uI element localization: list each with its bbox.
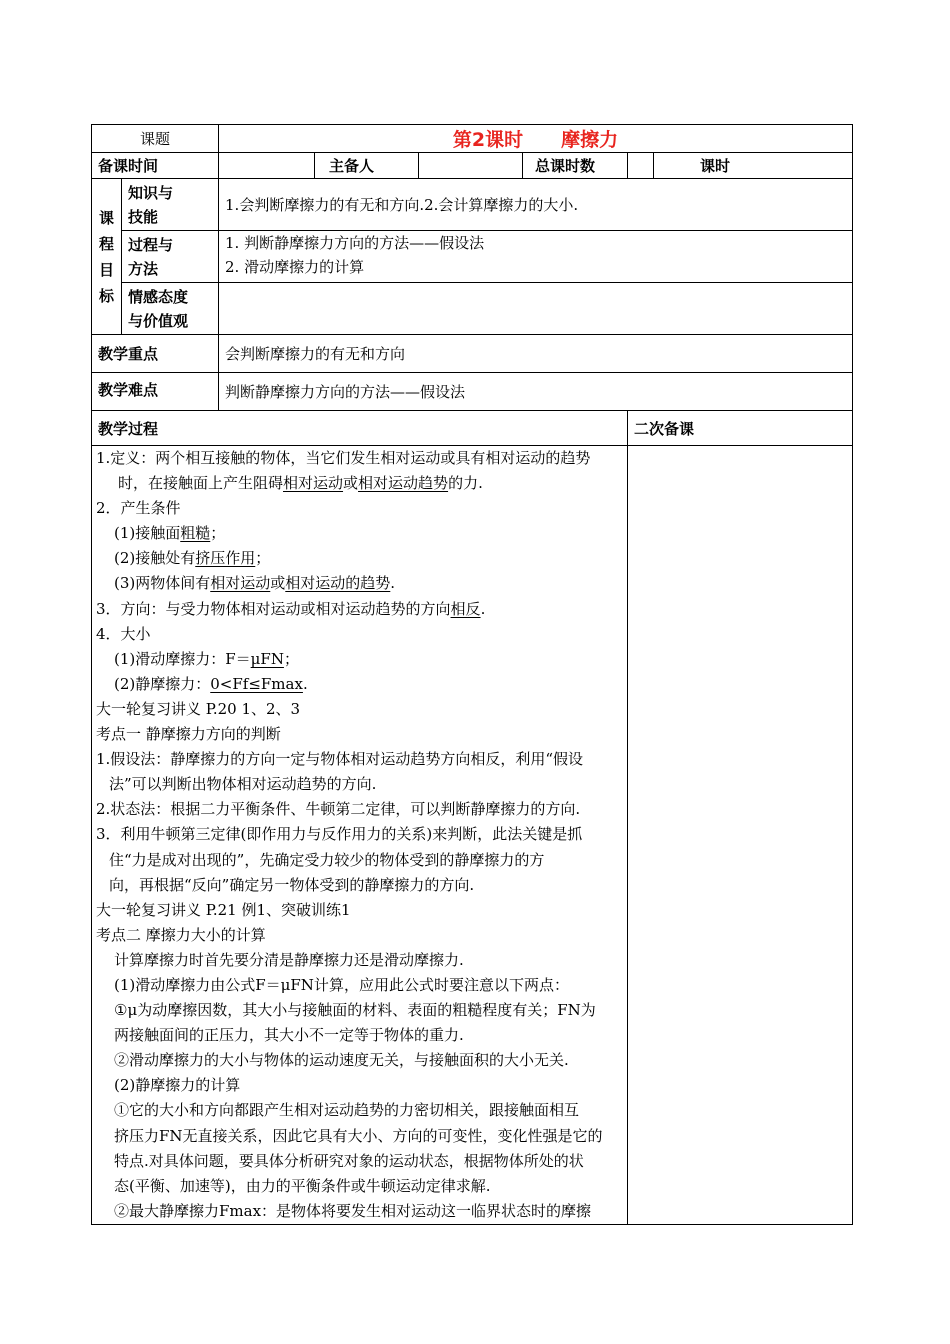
knowledge-row bbox=[92, 179, 853, 231]
main-preparer-label: 主备人 bbox=[315, 153, 419, 179]
process-method-label: 过程与 方法 bbox=[122, 231, 219, 283]
prep-time-value bbox=[219, 153, 315, 179]
key-point-row bbox=[92, 335, 853, 373]
key-point-label: 教学重点 bbox=[92, 335, 219, 373]
sliding-calc: (1)滑动摩擦力由公式F＝μFN计算，应用此公式时要注意以下两点： bbox=[114, 975, 569, 994]
review-reference-1: 大一轮复习讲义 P.20 1、2、3 bbox=[96, 699, 301, 718]
lesson-topic: 摩擦力 bbox=[561, 129, 619, 151]
method-state: 2.状态法：根据二力平衡条件、牛顿第二定律，可以判断静摩擦力的方向. bbox=[96, 800, 581, 819]
static-friction-range: (2)静摩擦力：0<Ff≤Fmax. bbox=[114, 674, 308, 693]
attitude-values-label: 情感态度 与价值观 bbox=[122, 283, 219, 335]
static-note-1-cont-1: 挤压力FN无直接关系，因此它具有大小、方向的可变性，变化性强是它的 bbox=[114, 1126, 603, 1145]
topic-one-heading: 考点一 静摩擦力方向的判断 bbox=[96, 725, 281, 744]
calc-intro: 计算摩擦力时首先要分清是静摩擦力还是滑动摩擦力. bbox=[114, 950, 464, 969]
sliding-note-1: ①μ为动摩擦因数，其大小与接触面的材料、表面的粗糙程度有关；FN为 bbox=[114, 1001, 596, 1020]
static-note-1-cont-2: 特点.对具体问题，要具体分析研究对象的运动状态，根据物体所处的状 bbox=[114, 1151, 584, 1170]
sliding-note-2: ②滑动摩擦力的大小与物体的运动速度无关，与接触面积的大小无关. bbox=[114, 1051, 569, 1070]
knowledge-skills-text: 1.会判断摩擦力的有无和方向.2.会计算摩擦力的大小. bbox=[219, 179, 853, 231]
attitude-row bbox=[92, 283, 853, 335]
difficulty-row bbox=[92, 373, 853, 411]
definition-line-1: 1.定义：两个相互接触的物体，当它们发生相对运动或具有相对运动的趋势 bbox=[96, 449, 591, 467]
key-point-text: 会判断摩擦力的有无和方向 bbox=[219, 335, 853, 373]
static-note-2: ②最大静摩擦力Fmax：是物体将要发生相对运动这一临界状态时的摩擦 bbox=[114, 1201, 592, 1220]
condition-2: (2)接触处有挤压作用； bbox=[114, 549, 271, 568]
difficulty-label: 教学难点 bbox=[92, 373, 219, 411]
review-reference-2: 大一轮复习讲义 P.21 例1、突破训练1 bbox=[96, 900, 351, 919]
teaching-process-label: 教学过程 bbox=[92, 411, 628, 446]
sliding-friction-formula: (1)滑动摩擦力：F＝μFN； bbox=[114, 649, 299, 668]
topic-two-heading: 考点二 摩擦力大小的计算 bbox=[96, 925, 266, 944]
prep-info-row bbox=[92, 153, 853, 179]
sliding-note-1-cont: 两接触面间的正压力，其大小不一定等于物体的重力. bbox=[114, 1026, 464, 1045]
prep-time-label: 备课时间 bbox=[92, 153, 219, 179]
static-note-1: ①它的大小和方向都跟产生相对运动趋势的力密切相关，跟接触面相互 bbox=[114, 1101, 580, 1120]
method-newton-2: 住“力是成对出现的”，先确定受力较少的物体受到的静摩擦力的方 bbox=[109, 850, 545, 869]
static-calc-heading: (2)静摩擦力的计算 bbox=[114, 1076, 241, 1095]
direction-line: 3．方向：与受力物体相对运动或相对运动趋势的方向相反. bbox=[96, 599, 486, 618]
total-hours-label: 总课时数 bbox=[523, 153, 628, 179]
method-assumption-2: 法”可以判断出物体相对运动趋势的方向. bbox=[109, 775, 377, 794]
method-newton-1: 3．利用牛顿第三定律(即作用力与反作用力的关系)来判断，此法关键是抓 bbox=[96, 825, 583, 844]
condition-1: (1)接触面粗糙； bbox=[114, 524, 226, 543]
lesson-number: 第2课时 bbox=[452, 129, 524, 151]
hours-unit: 课时 bbox=[654, 153, 853, 179]
total-hours-value bbox=[628, 153, 654, 179]
knowledge-skills-label: 知识与 技能 bbox=[122, 179, 219, 231]
process-content-row bbox=[92, 446, 853, 1225]
lesson-plan-table bbox=[91, 124, 853, 1225]
topic-label: 课题 bbox=[92, 125, 219, 153]
second-prep-area bbox=[628, 446, 853, 1225]
objectives-group-label: 课 程 目 标 bbox=[92, 179, 122, 335]
teaching-process-content bbox=[92, 446, 628, 1225]
static-note-1-cont-3: 态(平衡、加速等)，由力的平衡条件或牛顿运动定律求解. bbox=[114, 1176, 491, 1195]
difficulty-text: 判断静摩擦力方向的方法——假设法 bbox=[219, 373, 853, 411]
main-preparer-value bbox=[419, 153, 523, 179]
process-method-row bbox=[92, 231, 853, 283]
magnitude-heading: 4．大小 bbox=[96, 624, 151, 643]
second-prep-label: 二次备课 bbox=[628, 411, 853, 446]
process-method-text: 1. 判断静摩擦力方向的方法——假设法 2. 滑动摩擦力的计算 bbox=[219, 231, 853, 283]
process-header-row bbox=[92, 411, 853, 446]
definition-line-2: 时，在接触面上产生阻碍相对运动或相对运动趋势的力. bbox=[118, 474, 483, 493]
topic-row bbox=[92, 125, 853, 153]
conditions-heading: 2．产生条件 bbox=[96, 499, 181, 518]
method-assumption-1: 1.假设法：静摩擦力的方向一定与物体相对运动趋势方向相反，利用“假设 bbox=[96, 750, 583, 769]
lesson-title bbox=[219, 125, 853, 153]
method-newton-3: 向，再根据“反向”确定另一物体受到的静摩擦力的方向. bbox=[109, 875, 475, 894]
condition-3: (3)两物体间有相对运动或相对运动的趋势. bbox=[114, 574, 396, 593]
attitude-values-text bbox=[219, 283, 853, 335]
